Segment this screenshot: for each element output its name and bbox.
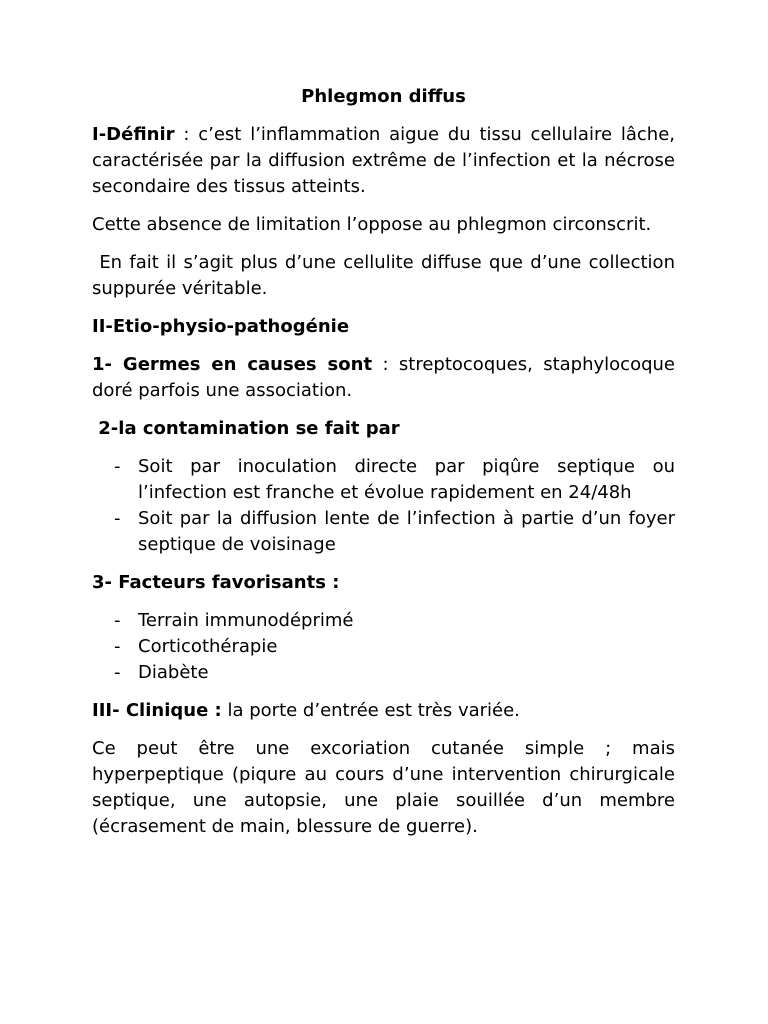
cellulite-paragraph: En fait il s’agit plus d’une cellulite diffuse que d’une collection suppurée véritable. [92, 252, 681, 299]
definition-text: : c’est l’inflammation aigue du tissu cellulaire lâche, caractérisée par la diffusion extrême de l’infection et la nécrose secondaire des tissus atteints. [92, 124, 675, 197]
contamination-heading: 2-la contamination se fait par [92, 418, 400, 439]
definition-paragraph [92, 122, 675, 200]
list-item [114, 454, 675, 506]
bullet-dash: - [114, 508, 121, 529]
definition-label: I-Définir [92, 124, 175, 145]
clinique-text: la porte d’entrée est très variée. [221, 700, 520, 721]
document-title: Phlegmon diffus [301, 86, 466, 107]
absence-paragraph: Cette absence de limitation l’oppose au phlegmon circonscrit. [92, 214, 652, 235]
bullet-dash: - [114, 456, 121, 477]
clinique-paragraph [92, 698, 675, 724]
list-item-text: Diabète [138, 662, 209, 683]
germes-paragraph [92, 352, 675, 404]
bullet-dash: - [114, 662, 121, 683]
facteurs-list [92, 608, 675, 686]
list-item [114, 608, 675, 634]
list-item-text: Terrain immunodéprimé [138, 610, 354, 631]
excoriation-paragraph: Ce peut être une excoriation cutanée simple ; mais hyperpeptique (piqure au cours d’une intervention chirurgicale septique, une autopsie, une plaie souillée d’un membre (écrasement de main, blessure de guerre). [92, 738, 675, 837]
document-body [92, 84, 681, 852]
list-item [114, 660, 675, 686]
bullet-dash: - [114, 636, 121, 657]
list-item [114, 634, 675, 660]
list-item-text: Corticothérapie [138, 636, 278, 657]
list-item-text: Soit par inoculation directe par piqûre septique ou l’infection est franche et évolue rapidement en 24/48h [138, 456, 675, 503]
section-2-heading: II-Etio-physio-pathogénie [92, 316, 350, 337]
facteurs-heading: 3- Facteurs favorisants : [92, 572, 340, 593]
list-item-text: Soit par la diffusion lente de l’infection à partie d’un foyer septique de voisinage [138, 508, 675, 555]
clinique-label: III- Clinique : [92, 700, 222, 721]
bullet-dash: - [114, 610, 121, 631]
germes-text: : streptocoques, staphylocoque doré parfois une association. [92, 354, 675, 401]
list-item [114, 506, 675, 558]
germes-label: 1- Germes en causes sont [92, 354, 373, 375]
contamination-list [92, 454, 675, 558]
